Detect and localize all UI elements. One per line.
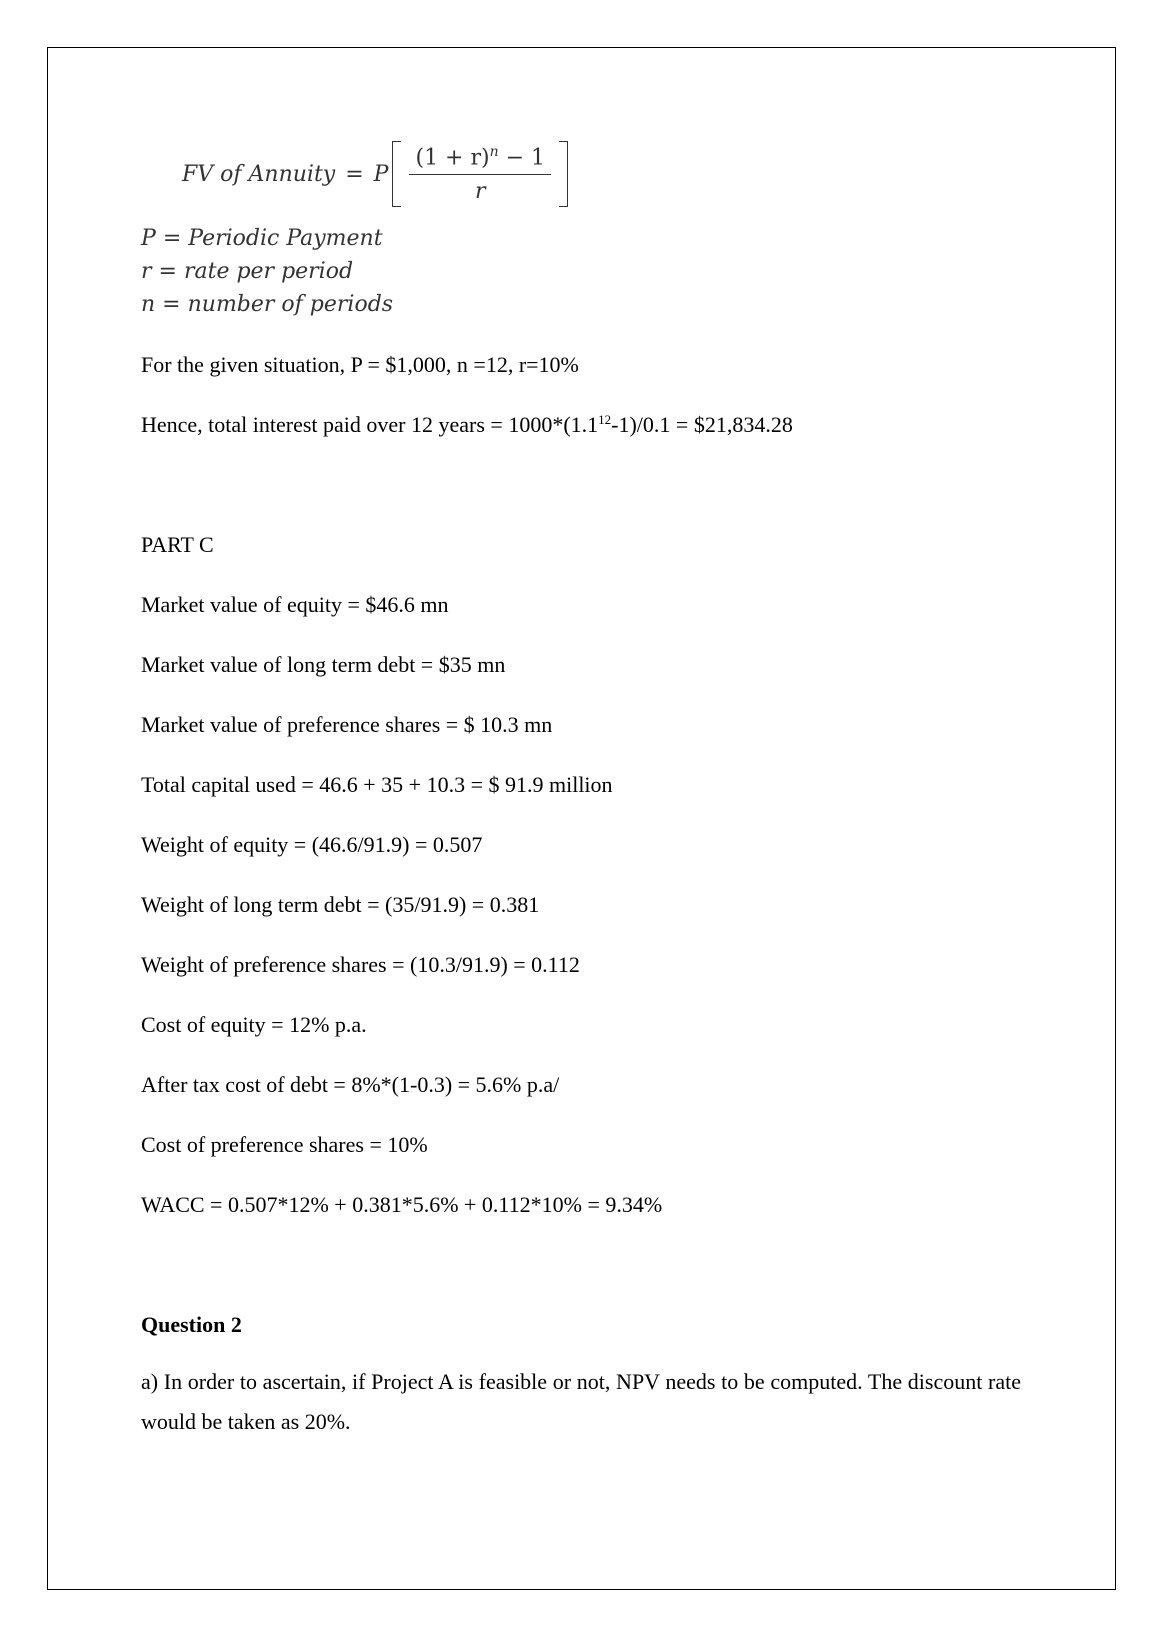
- total-capital: Total capital used = 46.6 + 35 + 10.3 = $ 91.9 million: [141, 772, 613, 797]
- formula-numerator: [409, 144, 551, 175]
- formula-equals: =: [345, 161, 364, 187]
- market-value-debt: Market value of long term debt = $35 mn: [141, 652, 506, 677]
- cost-preference: Cost of preference shares = 10%: [141, 1132, 428, 1157]
- interest-line: Hence, total interest paid over 12 years = $1000*(1.1^{12}-1)/0.1$ = $21,834.28: [141, 412, 793, 437]
- given-values-line: For the given situation, P = $1,000, n =12, r=10%: [141, 352, 579, 377]
- wacc: WACC = 0.507*12% + 0.381*5.6% + 0.112*10% = 9.34%: [141, 1192, 663, 1217]
- formula-definitions: [141, 222, 393, 321]
- definition-n: n = number of periods: [141, 292, 394, 317]
- question-2-heading: Question 2: [141, 1312, 242, 1337]
- market-value-preference: Market value of preference shares = $ 10.3 mn: [141, 712, 553, 737]
- part-c-heading: PART C: [141, 532, 214, 557]
- formula-numerator-base: (1 + r): [415, 145, 490, 171]
- definition-p: P = Periodic Payment: [141, 226, 383, 251]
- market-value-equity: Market value of equity = $46.6 mn: [141, 592, 449, 617]
- formula-p: P: [373, 161, 389, 187]
- cost-equity: Cost of equity = 12% p.a.: [141, 1012, 367, 1037]
- weight-debt: Weight of long term debt = (35/91.9) = 0.381: [141, 892, 540, 917]
- formula-left-bracket: [392, 141, 401, 207]
- formula-numerator-exp: n: [489, 143, 499, 160]
- cost-debt: After tax cost of debt = 8%*(1-0.3) = 5.6% p.a/: [141, 1072, 560, 1097]
- formula-fraction: [409, 144, 551, 204]
- interest-exponent: 12: [598, 412, 612, 427]
- weight-equity: Weight of equity = (46.6/91.9) = 0.507: [141, 832, 483, 857]
- formula-denominator: r: [475, 179, 486, 205]
- weight-preference: Weight of preference shares = (10.3/91.9) = 0.112: [141, 952, 580, 977]
- question-2-paragraph: a) In order to ascertain, if Project A is feasible or not, NPV needs to be computed. The discount rate would be taken as 20%.: [141, 1369, 1021, 1434]
- formula-right-bracket: [559, 141, 568, 207]
- definition-r: r = rate per period: [141, 259, 354, 284]
- fv-annuity-formula: [182, 138, 572, 210]
- formula-numerator-tail: − 1: [505, 145, 546, 171]
- formula-lhs: FV of Annuity: [182, 161, 336, 187]
